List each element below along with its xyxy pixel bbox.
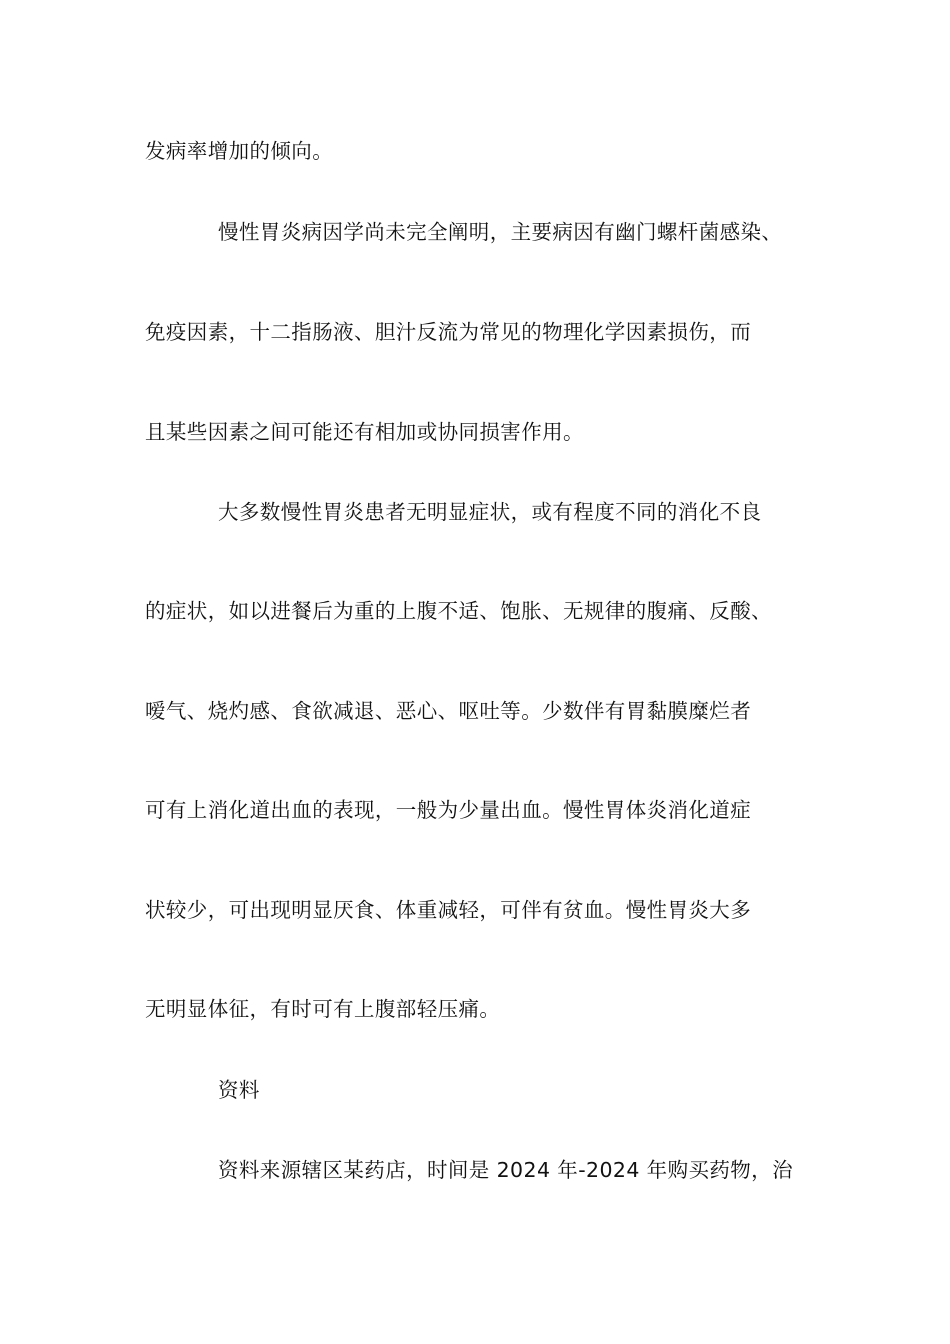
paragraph-first-line: 资料来源辖区某药店，时间是 2024 年-2024 年购买药物，治 bbox=[218, 1158, 793, 1182]
paragraph-first-line: 大多数慢性胃炎患者无明显症状，或有程度不同的消化不良 bbox=[218, 500, 762, 524]
paragraph-first-line: 慢性胃炎病因学尚未完全阐明，主要病因有幽门螺杆菌感染、 bbox=[218, 220, 783, 244]
text-line: 发病率增加的倾向。 bbox=[145, 139, 334, 163]
text-line: 免疫因素，十二指肠液、胆汁反流为常见的物理化学因素损伤，而 bbox=[145, 320, 752, 344]
text-line: 状较少，可出现明显厌食、体重减轻，可伴有贫血。慢性胃炎大多 bbox=[145, 898, 752, 922]
text-line: 无明显体征，有时可有上腹部轻压痛。 bbox=[145, 997, 501, 1021]
text-line: 且某些因素之间可能还有相加或协同损害作用。 bbox=[145, 420, 584, 444]
text-line: 嗳气、烧灼感、食欲减退、恶心、呕吐等。少数伴有胃黏膜糜烂者 bbox=[145, 699, 752, 723]
section-heading: 资料 bbox=[218, 1078, 260, 1102]
text-line: 可有上消化道出血的表现，一般为少量出血。慢性胃体炎消化道症 bbox=[145, 798, 752, 822]
text-line: 的症状，如以进餐后为重的上腹不适、饱胀、无规律的腹痛、反酸、 bbox=[145, 599, 772, 623]
